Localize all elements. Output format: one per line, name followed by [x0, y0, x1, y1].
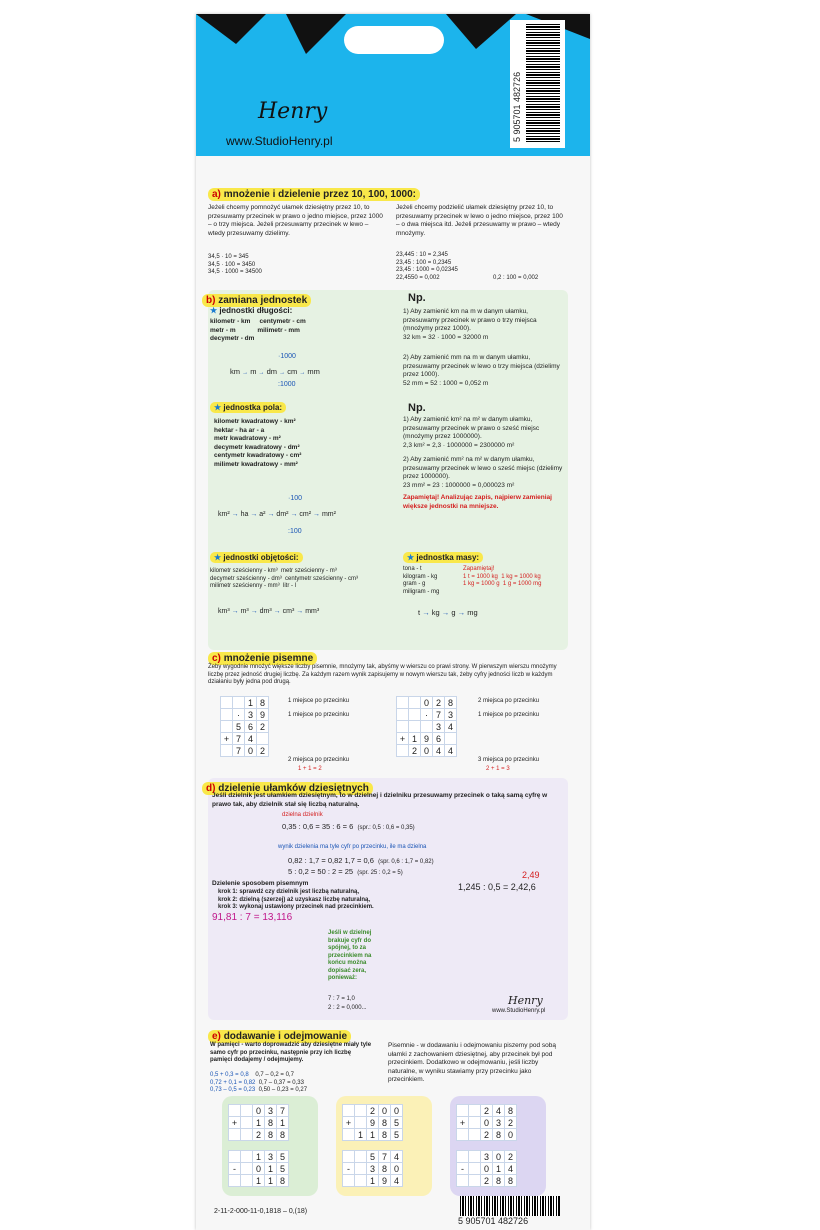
brand-logo: Henry [258, 99, 328, 124]
section-e-right: Pisemnie - w dodawaniu i odejmowaniu piszemy pod sobą ułamki z zachowaniem dziesiętnej, aby przecinek był pod przecinkiem. Dodatkowo w odejmowaniu, jeśli liczby naturalne, w wyniku stawiamy przy przecinku jako przecinkiem. [388, 1042, 557, 1083]
area-np1: 1) Aby zamienić km² na m² w danym ułamku, przesuwamy przecinek w prawo o sześć miejsc (mnożymy przez 1000000). 2,3 km² = 2,3 · 1000000 = 2300000 m² [403, 416, 540, 449]
area-np2: 2) Aby zamienić mm² na m² w danym ułamku, przesuwamy przecinek w lewo o sześć miejsc (dzielimy przez 1000000). 23 mm² = 23 : 1000000 = 0,000023 m² [403, 456, 563, 489]
section-b-title: b) zamiana jednostek [202, 294, 311, 307]
volume-units: kilometr sześcienny - km³ metr sześcienny - m³ decymetr sześcienny - dm³ centymetr sześcienny - cm³ milimetr sześcienny - mm³ litr - l [210, 568, 359, 589]
mult-grid-right: 0 2 8 · 7 3 3 4 + 1 9 6 2 0 4 4 [396, 696, 457, 757]
dividend-divisor-label: dzielna dzielnik [282, 812, 323, 818]
mult-grid-left: 1 8 · 3 9 5 6 2 + 7 4 7 0 2 [220, 696, 269, 757]
mass-units: tona - t kilogram - kg gram - g miligram - mg [403, 566, 440, 595]
volume-chain: km³ → m³ → dm³ → cm³ → mm³ [218, 608, 320, 615]
section-e-left: W pamięci - warto doprowadzić aby dziesiętne miały tyle samo cyfr po przecinku, następnie przy ich liczbę pamięci dodajemy / odejmujemy. [210, 1042, 372, 1063]
section-a-right: Jeżeli chcemy podzielić ułamek dziesiętny przez 10, to przesuwamy przecinek w lewo o jedno miejsce, przez 100 – o dwa miejsca itd. Jeżeli przesuwamy w prawo – wtedy mnożymy. [396, 204, 563, 237]
right-note-3: 3 miejsca po przecinku [478, 757, 540, 763]
mass-chain: t → kg → g → mg [418, 608, 478, 617]
length-units: kilometr - km centymetr - cm metr - m milimetr - mm decymetr - dm [210, 318, 306, 342]
right-example: 1,245 : 0,5 = 2,42,6 [458, 882, 536, 892]
tip-2: 7 : 7 = 1,0 [328, 996, 355, 1002]
section-d-p1: Jeśli dzielnik jest ułamkiem dziesiętnym, to w dzielnej i dzielniku przesuwamy przecinek o taką samą cyfrę w prawo tak, aby dzielnik stał się liczbą naturalną. [212, 792, 548, 808]
barcode-top-digits: 5 905701 482726 [512, 71, 522, 142]
np-label: Np. [408, 292, 426, 304]
section-a-title: a) mnożenie i dzielenie przez 10, 100, 1000: [208, 188, 420, 201]
area-units: kilometr kwadratowy - km² hektar - ha ar - a metr kwadratowy - m² decymetr kwadratowy - dm² centymetr kwadratowy - cm² milimetr kwadratowy - mm² [214, 418, 302, 468]
section-e-title: e) dodawanie i odejmowanie [208, 1030, 351, 1043]
left-note-1: 1 miejsce po przecinku [288, 698, 350, 704]
section-c [208, 648, 568, 778]
brand-url-small: www.StudioHenry.pl [492, 1008, 546, 1014]
right-note-4: 2 + 1 = 3 [486, 766, 510, 772]
example-3: 5 : 0,2 = 50 : 2 = 25 (spr. 25 : 0,2 = 5) [288, 867, 403, 876]
example-1: 0,35 : 0,6 = 35 : 6 = 6 (spr.: 0,5 : 0,6 = 0,35) [282, 822, 415, 831]
length-title: ★ jednostki długości: [210, 306, 293, 315]
np1-text: 1) Aby zamienić km na m w danym ułamku, przesuwamy przecinek w prawo o trzy miejsca (mnożymy przez 1000). 32 km = 32 · 1000 = 32000 m [403, 308, 537, 341]
area-title: ★ jednostka pola: [210, 402, 286, 413]
right-note-1: 2 miejsca po przecinku [478, 698, 540, 704]
example-2: 0,82 : 1,7 = 0,82 1,7 = 0,6 (spr. 0,6 : 1,7 = 0,82) [288, 856, 434, 865]
left-note-3: 2 miejsca po przecinku [288, 757, 350, 763]
section-a-examples-left: 34,5 · 10 = 345 34,5 · 100 = 3450 34,5 · 1000 = 34500 [208, 254, 262, 275]
brand-small: Henry [508, 994, 543, 1007]
panel-yellow: 2 0 0 + 9 8 5 1 1 8 5 5 7 4 - 3 8 0 1 9 4 [336, 1096, 432, 1196]
steps: krok 1: sprawdź czy dzielnik jest liczbą naturalną, krok 2: dzielną (szerzej) aż uzyskasz liczbę naturalną, krok 3: wykonaj ustawiony przecinek nad przecinkiem. [218, 889, 374, 910]
star-icon: ★ [210, 306, 218, 315]
result-note: wynik dzielenia ma tyle cyfr po przecinku, ile ma dzielna [278, 844, 427, 850]
section-b: b) zamiana jednostek Np. ★ jednostki długości: kilometr - km centymetr - cm metr - m milimetr - mm decymetr - dm 1) Aby zamienić km na m w danym ułamku, przesuwamy przecinek w prawo o trzy miejsca (mnożymy przez 1000). 32 km = 32 · 1000 = 32000 m 2) Aby zamienić mm na m w danym ułamku, przesuwamy przecinek w lewo o trzy miejsca (dzielimy przez 1000). 52 mm = 52 : 1000 = 0,052 m ·1000 km → m → dm → cm → mm :1000 ★ jednostka pola: Np. kilometr kwadratowy - km² hektar - ha ar - a metr kwadratowy - m² decymetr kwadratowy - dm² centymetr kwadratowy - cm² milimetr kwadratowy - mm² 1) Aby zamienić km² na m² w danym ułamku, przesuwamy przecinek w prawo o sześć miejsc (mnożymy przez 1000000). 2,3 km² = 2,3 · 1000000 = 2300000 m² 2) Aby zamienić mm² na m² w danym ułamku, przesuwamy przecinek w lewo o sześć miejsc (dzielimy przez 1000000). 23 mm² = 23 : 1000000 = 0,000023 m² Zapamiętaj! Analizując zapis, najpierw zamieniaj większe jednostki na mniejsze. ·100 km² → ha → a² → dm² → cm² → mm² :100 ★ jednostki objętości: kilometr sześcienny - km³ metr sześcienny - m³ decymetr sześcienny - dm³ centymetr sześcienny - cm³ milimetr sześcienny - mm³ litr - l ★ jednostka masy: tona - t kilogram - kg gram - g miligram - mg Zapamiętaj! 1 t = 1000 kg 1 kg = 1000 kg 1 kg = 1000 g 1 g = 1000 mg km³ → m³ → dm³ → cm³ → mm³ t → kg → g → mg [208, 290, 568, 650]
section-e-examples: 0,5 + 0,3 = 0,8 0,7 – 0,2 = 0,7 0,72 + 0,1 = 0,82 0,7 – 0,37 = 0,33 0,73 – 0,5 = 0,23 0,50 – 0,23 = 0,27 [210, 1072, 308, 1093]
section-a-example-extra: 0,2 : 100 = 0,002 [493, 275, 539, 281]
tip-3: 2 : 2 = 0,000... [328, 1005, 367, 1011]
right-result: 2,49 [522, 870, 540, 880]
barcode-bottom [460, 1196, 560, 1216]
section-a-left: Jeżeli chcemy pomnożyć ułamek dziesiętny przez 10, to przesuwamy przecinek w prawo o jedno miejsce, przez 1000 – o trzy miejsca. Jeżeli przesuwamy przecinek w lewo – wtedy przesuwamy dzielimy. [208, 204, 383, 237]
tip-text: Jeśli w dzielnej brakuje cyfr do spójnej, to za przecinkiem na końcu można dopisać zera, ponieważ: [328, 930, 372, 981]
product-code: 2-11-2-000-11-0,1818 – 0,(18) [214, 1208, 308, 1215]
mass-title: ★ jednostka masy: [403, 552, 483, 563]
section-d [208, 778, 568, 1020]
section-a-examples-right: 23,445 : 10 = 2,345 23,45 : 100 = 0,2345 23,45 : 1000 = 0,02345 22,4550 = 0,002 [396, 252, 458, 281]
remember-note: Zapamiętaj! Analizując zapis, najpierw zamieniaj większe jednostki na mniejsze. [403, 494, 552, 510]
section-d-title: d) dzielenie ułamków dziesiętnych [202, 782, 373, 795]
mass-remember: Zapamiętaj! 1 t = 1000 kg 1 kg = 1000 kg 1 kg = 1000 g 1 g = 1000 mg [463, 566, 542, 587]
left-note-4: 1 + 1 = 2 [298, 766, 322, 772]
big-example: 91,81 : 7 = 13,116 [212, 912, 293, 923]
np-label-2: Np. [408, 402, 426, 414]
brand-url: www.StudioHenry.pl [226, 134, 333, 148]
panel-purple: 2 4 8 + 0 3 2 2 8 0 3 0 2 - 0 1 4 2 8 8 [450, 1096, 546, 1196]
star-icon: ★ [214, 403, 222, 412]
section-c-text: Żeby wygodnie mnożyć większe liczby pisemnie, mnożymy tak, abyśmy w wierszu co prawi strony. W pierwszym wierszu mnożymy liczbę przez jedność drugiej liczbę. Za każdym razem wynik zapisujemy w nowym wierszu tak, żeby cyfry jedności liczb w każdym działaniu były jedna pod drugą. [208, 664, 557, 685]
volume-title: ★ jednostki objętości: [210, 552, 303, 563]
star-icon: ★ [407, 553, 415, 562]
right-note-2: 1 miejsce po przecinku [478, 712, 540, 718]
star-icon: ★ [214, 553, 222, 562]
barcode-top [510, 20, 565, 148]
left-note-2: 1 miejsce po przecinku [288, 712, 350, 718]
section-c-title: c) mnożenie pisemne [208, 652, 317, 665]
panel-green: 0 3 7 + 1 8 1 2 8 8 1 3 5 - 0 1 5 1 1 8 [222, 1096, 318, 1196]
section-d-p2: Dzielenie sposobem pisemnym [212, 880, 309, 887]
np2-text: 2) Aby zamienić mm na m w danym ułamku, przesuwamy przecinek w lewo o trzy miejsca (dzielimy przez 1000). 52 mm = 52 : 1000 = 0,052 m [403, 354, 560, 387]
section-a [208, 184, 568, 281]
barcode-bottom-digits: 5 905701 482726 [458, 1216, 529, 1226]
